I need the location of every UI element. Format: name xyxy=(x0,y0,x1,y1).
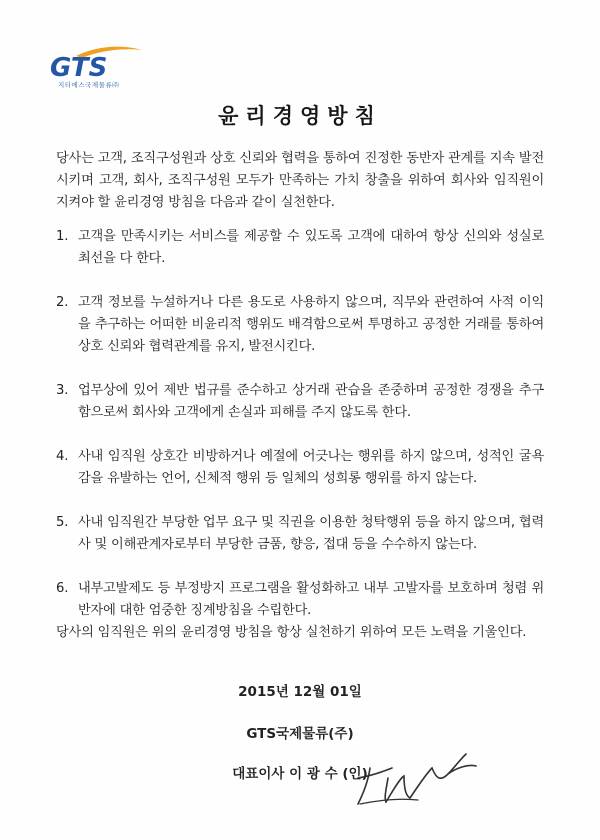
policy-item-text: 업무상에 있어 제반 법규를 준수하고 상거래 관습을 존중하며 공정한 경쟁을 추구함으로써 회사와 고객에게 손실과 피해를 주지 않도록 한다. xyxy=(78,383,544,420)
gts-logo-icon xyxy=(46,42,146,82)
policy-item-number: 2. xyxy=(56,295,69,310)
policy-item-2 xyxy=(56,292,544,358)
handwritten-signature xyxy=(340,738,490,818)
signer-line: 대표이사 이 광 수 (인) xyxy=(232,766,368,782)
policy-item-number: 4. xyxy=(56,449,69,464)
policy-item-5 xyxy=(56,512,544,556)
policy-item-text: 고객 정보를 누설하거나 다른 용도로 사용하지 않으며, 직무와 관련하여 사적 이익을 추구하는 어떠한 비윤리적 행위도 배격함으로써 투명하고 공정한 거래를 통하여 상호 신뢰와 협력관계를 유지, 발전시킨다. xyxy=(78,295,544,354)
policy-item-4 xyxy=(56,446,544,490)
policy-item-3 xyxy=(56,380,544,424)
logo-brand-text: GTS xyxy=(50,53,108,82)
company-logo xyxy=(46,42,156,94)
policy-item-number: 5. xyxy=(56,515,69,530)
policy-item-number: 6. xyxy=(56,581,69,596)
policy-item-text: 내부고발제도 등 부정방지 프로그램을 활성화하고 내부 고발자를 보호하며 청렴 위반자에 대한 엄중한 징계방침을 수립한다. xyxy=(78,581,544,618)
logo-subtitle: 지티에스국제물류㈜ xyxy=(58,81,120,89)
page-title: 윤리경영방침 xyxy=(218,104,382,128)
policy-list xyxy=(56,226,544,644)
policy-item-text: 사내 임직원간 부당한 업무 요구 및 직권을 이용한 청탁행위 등을 하지 않으며, 협력사 및 이해관계자로부터 부당한 금품, 향응, 접대 등을 수수하지 않는다. xyxy=(78,515,544,552)
company-name: GTS국제물류(주) xyxy=(246,726,354,742)
policy-item-text: 사내 임직원 상호간 비방하거나 예절에 어긋나는 행위를 하지 않으며, 성적인 굴욕감을 유발하는 언어, 신체적 행위 등 일체의 성희롱 행위를 하지 않는다. xyxy=(78,449,544,486)
policy-item-number: 1. xyxy=(56,229,69,244)
intro-paragraph: 당사는 고객, 조직구성원과 상호 신뢰와 협력을 통하여 진정한 동반자 관계를 지속 발전시키며 고객, 회사, 조직구성원 모두가 만족하는 가치 창출을 위하여 회사와 임직원이 지켜야 할 윤리경영 방침을 다음과 같이 실천한다. xyxy=(56,151,544,210)
policy-item-1 xyxy=(56,226,544,270)
closing-paragraph: 당사의 임직원은 위의 윤리경영 방침을 항상 실천하기 위하여 모든 노력을 기울인다. xyxy=(56,625,527,640)
policy-item-text: 고객을 만족시키는 서비스를 제공할 수 있도록 고객에 대하여 항상 신의와 성실로 최선을 다 한다. xyxy=(78,229,544,266)
document-date: 2015년 12월 01일 xyxy=(238,684,362,700)
policy-item-number: 3. xyxy=(56,383,69,398)
policy-item-6 xyxy=(56,578,544,622)
